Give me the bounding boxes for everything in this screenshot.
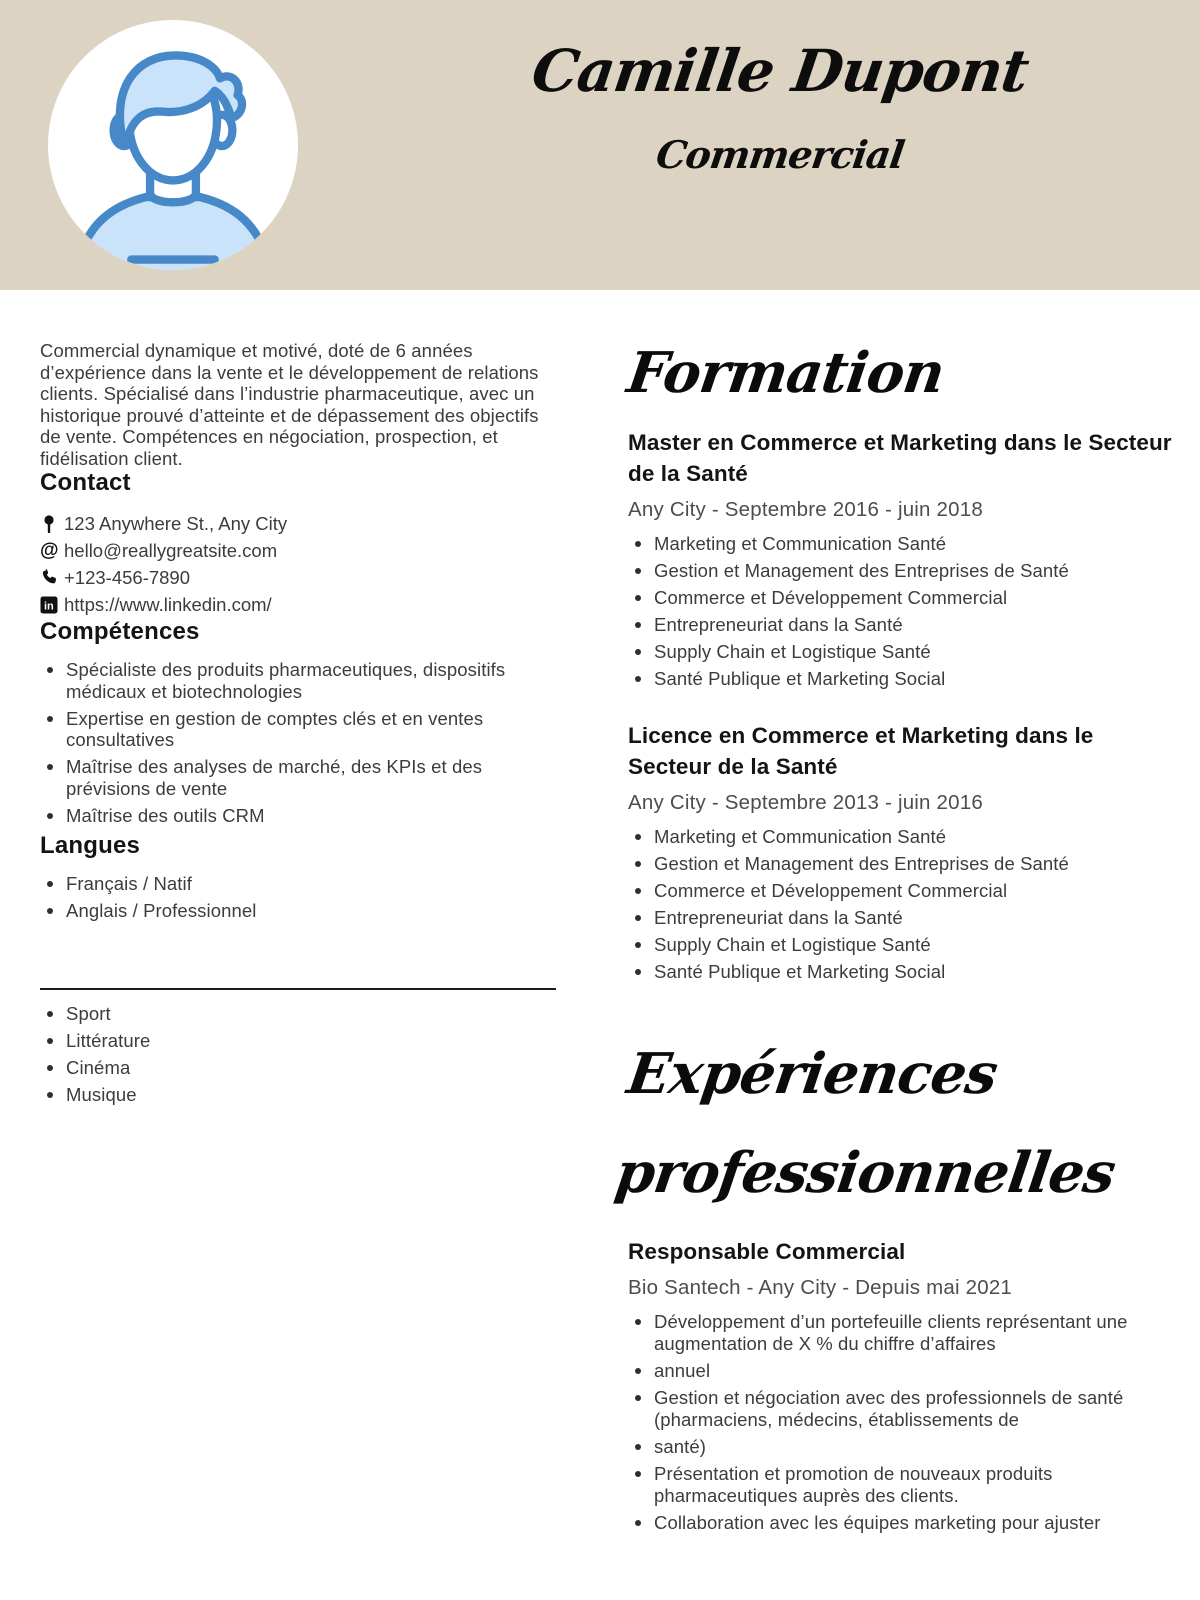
job-title: Commercial [653, 131, 907, 177]
list-item: Sport [40, 1003, 556, 1025]
list-item: santé) [628, 1436, 1180, 1458]
person-name: Camille Dupont [527, 37, 1033, 105]
experiences-heading-line2: professionnelles [611, 1140, 1119, 1207]
list-item: Commerce et Développement Commercial [628, 587, 1180, 609]
phone-icon [40, 568, 64, 587]
interets-list [40, 1003, 556, 1106]
contact-item-address [40, 510, 556, 537]
list-item: Développement d’un portefeuille clients représentant une augmentation de X % du chiffre d’affaires [628, 1311, 1180, 1355]
education-meta: Any City - Septembre 2016 - juin 2018 [628, 498, 983, 522]
list-item: Musique [40, 1084, 556, 1106]
list-item: Expertise en gestion de comptes clés et en ventes consultatives [40, 708, 556, 751]
contact-list [40, 510, 556, 618]
profile-summary: Commercial dynamique et motivé, doté de 6 années d’expérience dans la vente et le développement de relations clients. Spécialisé dans l’industrie pharmaceutique, avec un historique prouvé d’atteinte et de dépassement des objectifs de vente. Compétences en négociation, prospection, et fidélisation client. [40, 340, 539, 469]
list-item: Supply Chain et Logistique Santé [628, 641, 1180, 663]
education-meta: Any City - Septembre 2013 - juin 2016 [628, 791, 983, 815]
right-column [611, 340, 1180, 1539]
education-entry [628, 427, 1180, 690]
education-courses-list [628, 533, 1180, 690]
list-item: Maîtrise des analyses de marché, des KPIs et des prévisions de vente [40, 756, 556, 799]
list-item: Français / Natif [40, 873, 556, 895]
list-item: Santé Publique et Marketing Social [628, 668, 1180, 690]
identity-block [500, 22, 1060, 176]
contact-item-email [40, 537, 556, 564]
svg-text:in: in [44, 600, 54, 612]
section-divider [40, 988, 556, 990]
formation-heading: Formation [623, 340, 949, 406]
experience-tasks-list [628, 1311, 1180, 1534]
list-item: Cinéma [40, 1057, 556, 1079]
contact-email-text: hello@reallygreatsite.com [64, 539, 278, 561]
at-icon: @ [40, 540, 59, 561]
list-item: Maîtrise des outils CRM [40, 805, 556, 827]
contact-address-text: 123 Anywhere St., Any City [64, 512, 288, 534]
list-item: Gestion et Management des Entreprises de Santé [628, 560, 1180, 582]
education-courses-list [628, 826, 1180, 983]
competences-list [40, 659, 556, 826]
list-item: annuel [628, 1360, 1180, 1382]
location-pin-icon [40, 514, 64, 533]
list-item: Entrepreneuriat dans la Santé [628, 614, 1180, 636]
contact-item-phone [40, 564, 556, 591]
experience-meta: Bio Santech - Any City - Depuis mai 2021 [628, 1275, 1013, 1299]
header-banner [0, 0, 1200, 290]
list-item: Santé Publique et Marketing Social [628, 961, 1180, 983]
education-title: Licence en Commerce et Marketing dans le Secteur de la Santé [628, 723, 1094, 780]
contact-phone-text: +123-456-7890 [64, 566, 191, 588]
education-title: Master en Commerce et Marketing dans le Secteur de la Santé [628, 430, 1172, 487]
competences-heading: Compétences [40, 618, 200, 645]
experiences-heading-line1: Expériences [623, 1041, 1001, 1108]
list-item: Marketing et Communication Santé [628, 826, 1180, 848]
list-item: Commerce et Développement Commercial [628, 880, 1180, 902]
list-item: Présentation et promotion de nouveaux produits pharmaceutiques auprès des clients. [628, 1463, 1180, 1507]
list-item: Supply Chain et Logistique Santé [628, 934, 1180, 956]
list-item: Spécialiste des produits pharmaceutiques, dispositifs médicaux et biotechnologies [40, 659, 556, 702]
experience-entry [628, 1236, 1180, 1534]
list-item: Anglais / Professionnel [40, 900, 556, 922]
list-item: Collaboration avec les équipes marketing pour ajuster [628, 1512, 1180, 1534]
linkedin-icon [40, 596, 64, 614]
list-item: Gestion et négociation avec des professionnels de santé (pharmaciens, médecins, établissements de [628, 1387, 1180, 1431]
experience-title: Responsable Commercial [628, 1238, 906, 1264]
avatar [48, 20, 298, 270]
contact-heading: Contact [40, 469, 131, 496]
list-item: Gestion et Management des Entreprises de Santé [628, 853, 1180, 875]
list-item: Marketing et Communication Santé [628, 533, 1180, 555]
contact-item-linkedin [40, 591, 556, 618]
person-icon [48, 20, 298, 270]
langues-list [40, 873, 556, 922]
education-entry [628, 720, 1180, 983]
list-item: Entrepreneuriat dans la Santé [628, 907, 1180, 929]
left-column [40, 340, 556, 1111]
list-item: Littérature [40, 1030, 556, 1052]
contact-linkedin-text: https://www.linkedin.com/ [64, 593, 272, 615]
langues-heading: Langues [40, 831, 141, 859]
